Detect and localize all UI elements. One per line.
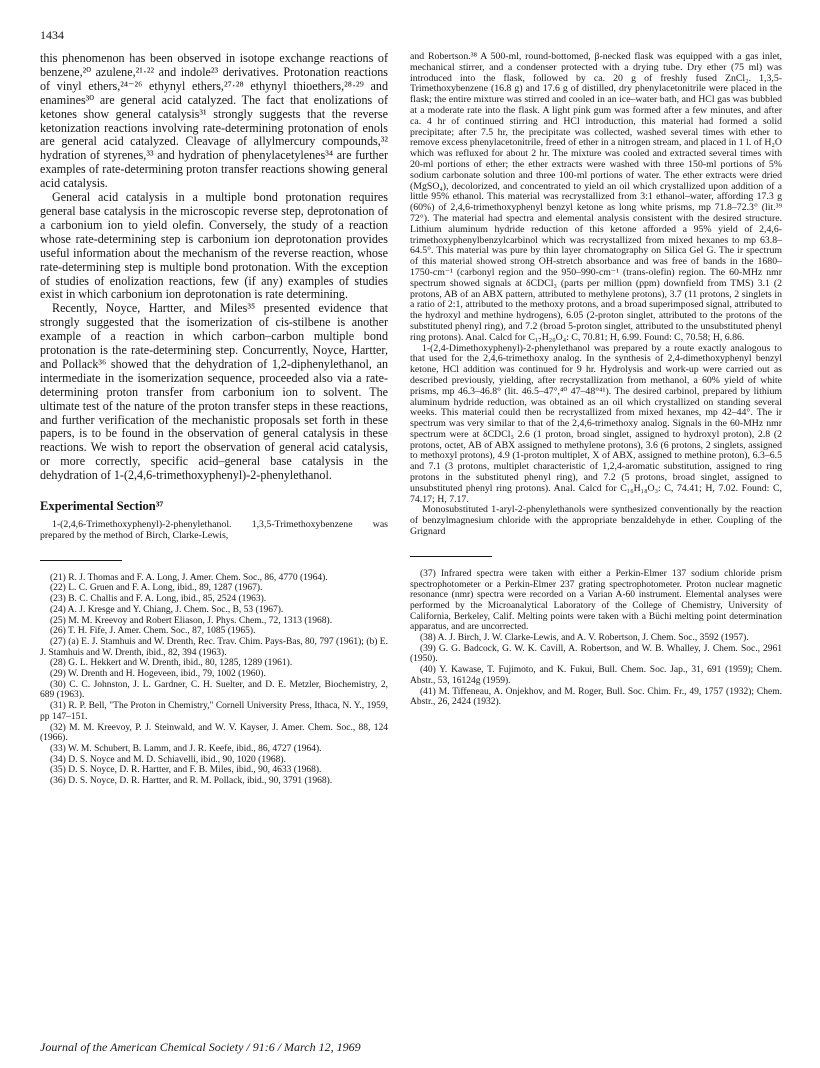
paragraph: Monosubstituted 1-aryl-2-phenylethanols were synthesized conventionally by the reaction of benzylmagnesium chloride with the appropriate benzaldehyde in ether. Coupling of the Grignard bbox=[410, 504, 782, 538]
reference-item: (30) C. C. Johnston, J. L. Gardner, C. H. Suelter, and D. E. Metzler, Biochemistry, 2, 689 (1963). bbox=[40, 679, 388, 701]
footnote-divider bbox=[410, 556, 492, 557]
paragraph: 1-(2,4,6-Trimethoxyphenyl)-2-phenylethanol. 1,3,5-Trimethoxybenzene was prepared by the method of Birch, Clarke-Lewis, bbox=[40, 519, 388, 541]
reference-item: (36) D. S. Noyce, D. R. Hartter, and R. M. Pollack, ibid., 90, 3791 (1968). bbox=[50, 776, 333, 787]
reference-item: (41) M. Tiffeneau, A. Onjekhov, and M. Roger, Bull. Soc. Chim. Fr., 49, 1757 (1932); Chem. Abstr., 26, 2424 (1932). bbox=[410, 686, 782, 708]
reference-item: (23) B. C. Challis and F. A. Long, ibid., 85, 2524 (1963). bbox=[50, 594, 267, 605]
reference-item: (25) M. M. Kreevoy and Robert Eliason, J. Phys. Chem., 72, 1313 (1968). bbox=[50, 615, 333, 626]
reference-list bbox=[410, 569, 782, 708]
reference-item: (28) G. L. Hekkert and W. Drenth, ibid., 80, 1285, 1289 (1961). bbox=[50, 658, 293, 669]
paragraph: Recently, Noyce, Hartter, and Miles³⁵ presented evidence that strongly suggested that the isomerization of cis-stilbene is another example of a reaction in which carbon–carbon multiple bond protonation is the rate-determining step. Concurrently, Noyce, Hartter, and Pollack³⁶ showed that the dehydration of 1,2-diphenylethanol, an intermediate in the isomerization sequence, proceeded also via a rate-determining proton transfer from carbonium ion to solvent. The ultimate test of the nature of the proton transfer steps in these reactions, and further verification of the mechanistic proposals set forth in these papers, is to be found in the observation of general catalysis in these reactions. We wish to report the observation of general acid catalysis, or more correctly, specific acid–general base catalysis in the dehydration of 1-(2,4,6-trimethoxyphenyl)-2-phenylethanol. bbox=[40, 301, 388, 483]
reference-item: (34) D. S. Noyce and M. D. Schiavelli, ibid., 90, 1020 (1968). bbox=[50, 754, 286, 765]
reference-item: (37) Infrared spectra were taken with either a Perkin-Elmer 137 sodium chloride prism spectrophotometer or a Perkin-Elmer 237 grating spectrophotometer. Proton nuclear magnetic resonance (nmr) spectra were recorded on a Varian A-60 instrument. Elemental analyses were performed by the Microanalytical Laboratory of the College of Chemistry, University of California, Berkeley, Calif. Melting points were taken with a Büchi melting point determination apparatus, and are uncorrected. bbox=[410, 568, 782, 633]
paragraph: 1-(2,4-Dimethoxyphenyl)-2-phenylethanol was prepared by a route exactly analogous to that used for the 2,4,6-trimethoxy analog. In the synthesis of 2,4-dimethoxyphenyl benzyl ketone, HCl addition was continued for 9 hr. Hydrolysis and work-up were carried out as described previously, yielding, after recrystallization from methanol, a 60% yield of white prisms, mp 46.3–46.8° (lit. 46.5–47°,⁴⁰ 47–48°⁴¹). The desired carbinol, prepared by lithium aluminum hydride reduction, was obtained as an oil which crystallized on standing several weeks. This material could then be recrystallized from mixed hexanes, mp 42–44°. The ir spectrum was very similar to that of the 2,4,6-trimethoxy analog. Signals in the 60-MHz nmr spectrum were at δCDCl₃ 2.6 (1 proton, broad singlet, assigned to hydroxyl proton), 2.8 (2 protons, octet, AB of ABX assigned to methylene protons), 3.6 (6 protons, 2 singlets, assigned to methoxyl protons), 4.9 (1-proton multiplet, X of ABX, assigned to methine proton), 6.3–6.5 and 7.1 (3 protons, multiplet characteristic of 1,2,4-aromatic substitution, assigned to ring protons in the substituted phenyl ring), and 7.2 (5 protons, broad singlet, assigned to unsubstituted phenyl ring protons). Anal. Calcd for C₁₆H₁₈O₃: C, 74.41; H, 7.02. Found: C, 74.17; H, 7.17. bbox=[410, 342, 782, 505]
reference-item: (39) G. G. Badcock, G. W. K. Cavill, A. Robertson, and W. B. Whalley, J. Chem. Soc., 2961 (1950). bbox=[410, 643, 782, 665]
footnote-divider bbox=[40, 560, 122, 561]
reference-item: (35) D. S. Noyce, D. R. Hartter, and F. B. Miles, ibid., 90, 4633 (1968). bbox=[50, 765, 322, 776]
intro-text bbox=[40, 52, 388, 483]
reference-item: (27) (a) E. J. Stamhuis and W. Drenth, Rec. Trav. Chim. Pays-Bas, 80, 797 (1961); (b) E. J. Stamhuis and W. Drenth, ibid., 82, 394 (1963). bbox=[40, 636, 388, 658]
reference-item: (24) A. J. Kresge and Y. Chiang, J. Chem. Soc., B, 53 (1967). bbox=[50, 604, 284, 615]
section-heading: Experimental Section³⁷ bbox=[40, 499, 164, 514]
reference-list bbox=[40, 573, 388, 787]
page-number: 1434 bbox=[40, 28, 64, 42]
paragraph: General acid catalysis in a multiple bond protonation requires general base catalysis in the microscopic reverse step, deprotonation of a carbonium ion to yield olefin. Conversely, the study of a reaction whose rate-determining step is carbonium ion deprotonation provides useful information about the mechanism of the reverse reaction, whose rate-determining step is multiple bond protonation. With the exception of studies of enolization reactions, few (if any) examples of studies exist in which carbonium ion deprotonation is rate determining. bbox=[40, 190, 388, 302]
reference-item: (26) T. H. Fife, J. Amer. Chem. Soc., 87, 1085 (1965). bbox=[50, 626, 256, 637]
paragraph: this phenomenon has been observed in isotope exchange reactions of benzene,²⁰ azulene,²¹·²² and indole²³ derivatives. Protonation reactions of vinyl ethers,²⁴⁻²⁶ ethynyl ethers,²⁷·²⁸ ethynyl thioethers,²⁸·²⁹ and enamines³⁰ are general acid catalyzed. The fact that enolizations of ketones show general catalysis³¹ strongly suggests that the reverse ketonization reactions involving rate-determining protonation of enols are general acid catalyzed. Cleavage of allylmercury compounds,³² hydration of styrenes,³³ and hydration of phenylacetylenes³⁴ are further examples of rate-determining proton transfer reactions showing general acid catalysis. bbox=[40, 51, 388, 191]
journal-footer: Journal of the American Chemical Society / 91:6 / March 12, 1969 bbox=[40, 1040, 361, 1054]
reference-item: (22) L. C. Gruen and F. A. Long, ibid., 89, 1287 (1967). bbox=[50, 583, 263, 594]
reference-item: (32) M. M. Kreevoy, P. J. Steinwald, and W. V. Kayser, J. Amer. Chem. Soc., 88, 124 (1966). bbox=[40, 722, 388, 744]
left-column bbox=[40, 52, 388, 787]
reference-item: (31) R. P. Bell, "The Proton in Chemistry," Cornell University Press, Ithaca, N. Y., 1959, pp 147–151. bbox=[40, 701, 388, 722]
experimental-text bbox=[40, 520, 388, 542]
reference-item: (29) W. Drenth and H. Hogeveen, ibid., 79, 1002 (1960). bbox=[50, 669, 266, 680]
reference-item: (40) Y. Kawase, T. Fujimoto, and K. Fukui, Bull. Chem. Soc. Jap., 31, 691 (1959); Chem. Abstr., 53, 16124g (1959). bbox=[410, 665, 782, 686]
experimental-text bbox=[410, 52, 782, 538]
paragraph: and Robertson.³⁸ A 500-ml, round-bottomed, β-necked flask was equipped with a gas inlet, mechanical stirrer, and a condenser protected with a drying tube. Dry ether (75 ml) was introduced into the flask, followed by ca. 20 g of freshly fused ZnCl₂. 1,3,5-Trimethoxybenzene (16.8 g) and 17.6 g of distilled, dry phenylacetonitrile were placed in the flask; the entire mixture was stirred and cooled in an ice–water bath, and HCl gas was bubbled at a moderate rate into the flask. A light pink gum was formed after a few minutes, and after ca. 4 hr of continued stirring and HCl introduction, this material had formed a solid precipitate; after 7.5 hr, the precipitate was collected, washed several times with ether to remove excess phenylacetonitrile, freed of ether in a nitrogen stream, and placed in 1 l. of H₂O which was refluxed for about 2 hr. The mixture was cooled and extracted several times with 20-ml portions of ether; the ether extracts were washed with three 150-ml portions of 5% sodium carbonate solution and three 100-ml portions of water. The ether extracts were dried (MgSO₄), decolorized, and concentrated to yield an oil which crystallized upon addition of a little 95% ethanol. This material was recrystallized from 3:1 ethanol–water, affording 17.3 g (60%) of 2,4,6-trimethoxyphenyl benzyl ketone as long white prisms, mp 71.8–72.3° (lit.³⁹ 72°). The material had spectra and elemental analysis consistent with the desired structure. Lithium aluminum hydride reduction of this ketone afforded a 95% yield of 2,4,6-trimethoxyphenylbenzylcarbinol which was recrystallized from mixed hexanes to mp 63.8–64.5°. This material was pure by thin layer chromatography on Silica Gel G. The ir spectrum of this material showed strong OH-stretch absorbance and was free of bands in the 1680–1750-cm⁻¹ (carbonyl region and the 950–990-cm⁻¹ (trans-olefin) region. The 60-MHz nmr spectrum showed signals at δCDCl₃ (parts per million (ppm) downfield from TMS) 3.1 (2 protons, AB of an ABX pattern, attributed to methylene protons), 3.7 (11 protons, 2 singlets in a ratio of 2:1, attributed to the methoxy protons, and a broad superimposed signal, attributed to the hydroxyl and methine hydrogens), 6.05 (2-proton singlet, attributed to the protons of the substituted phenyl ring), and 7.2 (broad 5-proton singlet, attributed to the unsubstituted phenyl ring protons). Anal. Calcd for C₁₇H₂₀O₄: C, 70.81; H, 6.99. Found: C, 70.58; H, 6.86. bbox=[410, 51, 782, 343]
right-column bbox=[410, 52, 782, 708]
reference-item: (38) A. J. Birch, J. W. Clarke-Lewis, and A. V. Robertson, J. Chem. Soc., 3592 (1957). bbox=[420, 633, 749, 644]
reference-item: (21) R. J. Thomas and F. A. Long, J. Amer. Chem. Soc., 86, 4770 (1964). bbox=[50, 572, 328, 583]
reference-item: (33) W. M. Schubert, B. Lamm, and J. R. Keefe, ibid., 86, 4727 (1964). bbox=[50, 743, 322, 754]
